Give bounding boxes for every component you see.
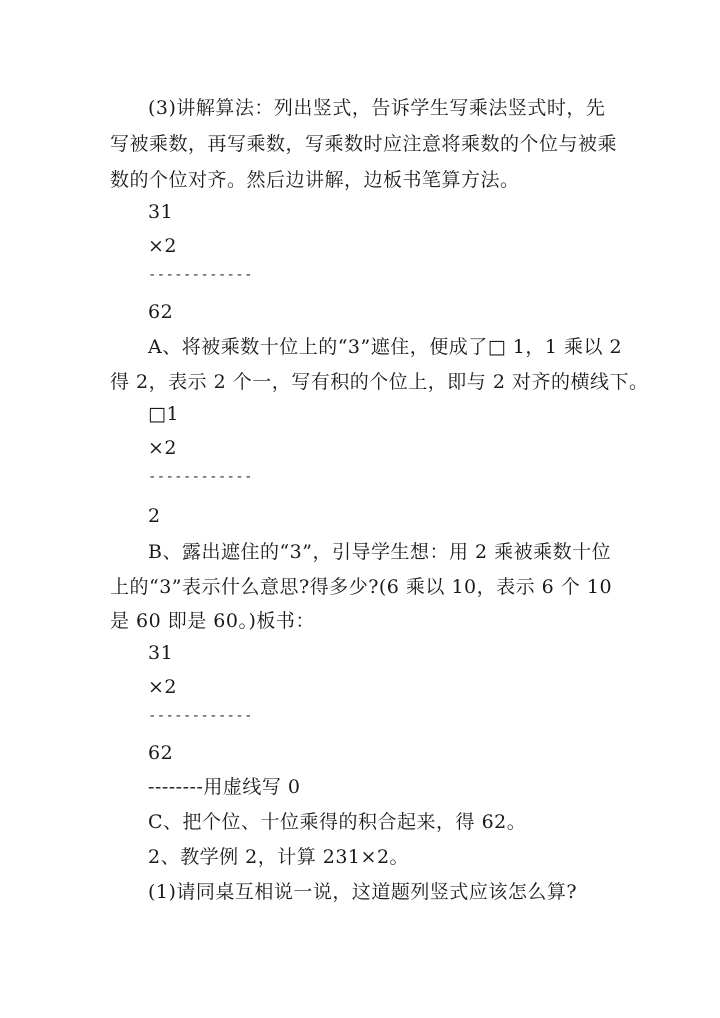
calc1-multiplier: ×2 xyxy=(148,235,178,257)
step-b-line2: 上的“3”表示什么意思?得多少?(6 乘以 10，表示 6 个 10 xyxy=(110,576,613,598)
calc2-multiplier: ×2 xyxy=(148,437,178,459)
example2-heading: 2、教学例 2，计算 231×2。 xyxy=(148,846,410,868)
calc3-product: 62 xyxy=(148,742,174,764)
calc1-rule-line: ------------ xyxy=(148,267,253,283)
step-a-line1: A、将被乘数十位上的“3”遮住，便成了□ 1，1 乘以 2 xyxy=(148,336,623,358)
step-a-line2: 得 2，表示 2 个一，写有积的个位上，即与 2 对齐的横线下。 xyxy=(110,371,649,393)
calc2-rule-line: ------------ xyxy=(148,469,253,485)
paragraph-step3-line2: 写被乘数，再写乘数，写乘数时应注意将乘数的个位与被乘 xyxy=(110,133,618,155)
step-c-line: C、把个位、十位乘得的积合起来，得 62。 xyxy=(148,811,527,833)
calc3-rule-line: ------------ xyxy=(148,708,253,724)
step-b-line3: 是 60 即是 60。)板书： xyxy=(110,610,315,632)
paragraph-step3-line1: (3)讲解算法：列出竖式，告诉学生写乘法竖式时，先 xyxy=(148,97,606,119)
calc1-multiplicand: 31 xyxy=(148,201,174,223)
step-b-line1: B、露出遮住的“3”，引导学生想：用 2 乘被乘数十位 xyxy=(148,541,612,563)
calc3-dotted-note: --------用虚线写 0 xyxy=(148,776,301,798)
example2-step1: (1)请同桌互相说一说，这道题列竖式应该怎么算? xyxy=(148,881,578,903)
calc1-product: 62 xyxy=(148,301,174,323)
calc3-multiplicand: 31 xyxy=(148,642,174,664)
calc3-multiplier: ×2 xyxy=(148,676,178,698)
paragraph-step3-line3: 数的个位对齐。然后边讲解，边板书笔算方法。 xyxy=(110,169,520,191)
calc2-product: 2 xyxy=(148,505,161,527)
calc2-multiplicand: □1 xyxy=(148,403,180,425)
